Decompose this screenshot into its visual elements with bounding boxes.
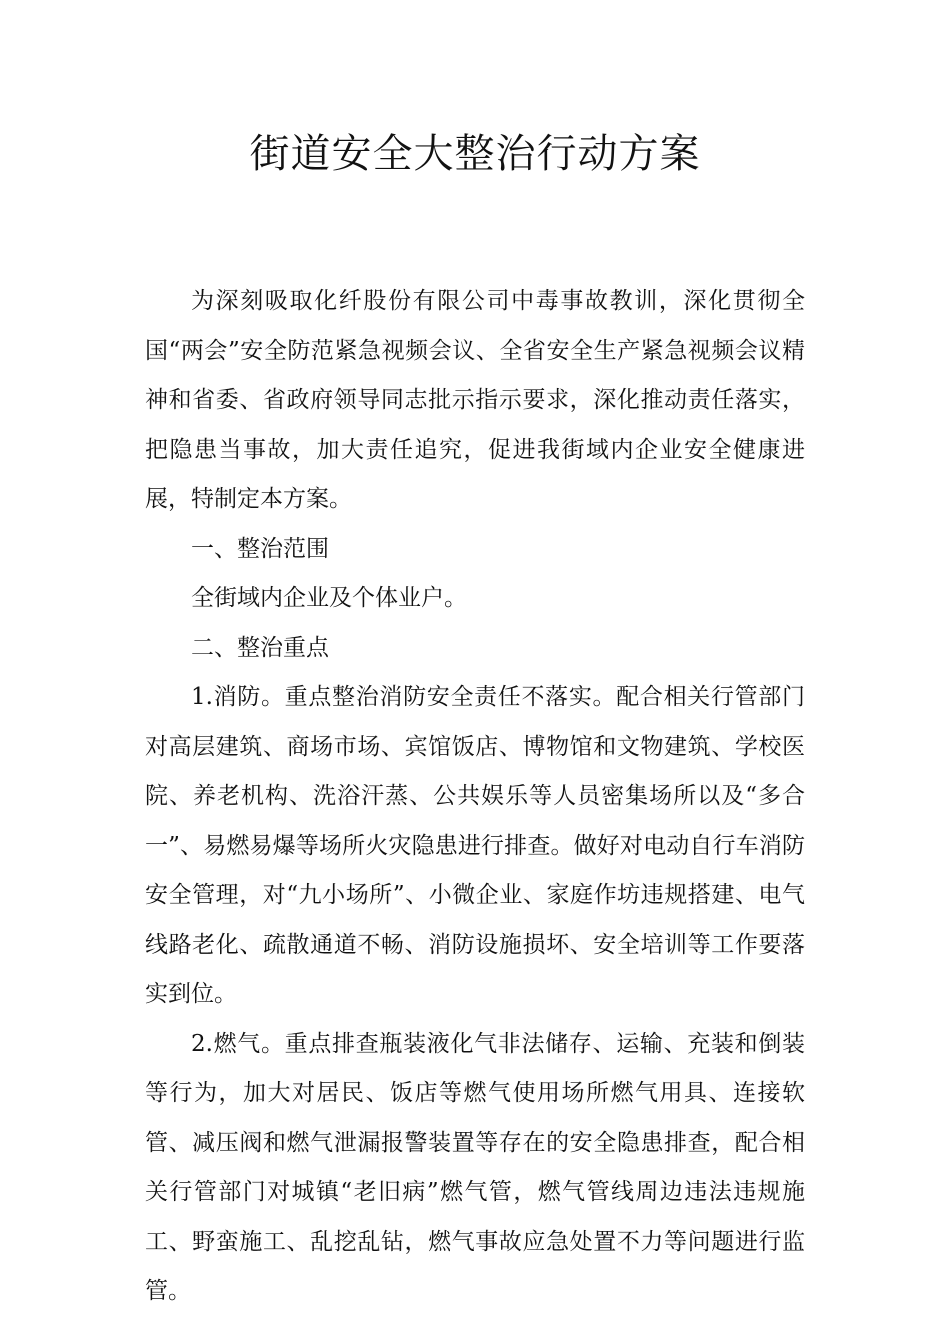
- document-title: 街道安全大整治行动方案: [249, 131, 701, 177]
- section-heading-focus: 二、整治重点: [191, 634, 329, 661]
- document-body: [145, 277, 805, 1317]
- paragraph-gas-safety: 2.燃气。重点排查瓶装液化气非法储存、运输、充装和倒装等行为，加大对居民、饭店等燃气使用场所燃气用具、连接软管、减压阀和燃气泄漏报警装置等存在的安全隐患排查，配合相关行管部门对城镇“老旧病”燃气管，燃气管线周边违法违规施工、野蛮施工、乱挖乱钻，燃气事故应急处置不力等问题进行监管。: [145, 1030, 805, 1304]
- paragraph-scope: 全街域内企业及个体业户。: [191, 585, 467, 611]
- paragraph-intro: 为深刻吸取化纤股份有限公司中毒事故教训，深化贯彻全国“两会”安全防范紧急视频会议、全省安全生产紧急视频会议精神和省委、省政府领导同志批示指示要求，深化推动责任落实，把隐患当事故，加大责任追究，促进我街域内企业安全健康进展，特制定本方案。: [145, 288, 805, 512]
- paragraph-fire-safety: 1.消防。重点整治消防安全责任不落实。配合相关行管部门对高层建筑、商场市场、宾馆饭店、博物馆和文物建筑、学校医院、养老机构、洗浴汗蒸、公共娱乐等人员密集场所以及“多合一”、易燃易爆等场所火灾隐患进行排查。做好对电动自行车消防安全管理，对“九小场所”、小微企业、家庭作坊违规搭建、电气线路老化、疏散通道不畅、消防设施损坏、安全培训等工作要落实到位。: [145, 684, 805, 1007]
- section-heading-scope: 一、整治范围: [191, 535, 329, 562]
